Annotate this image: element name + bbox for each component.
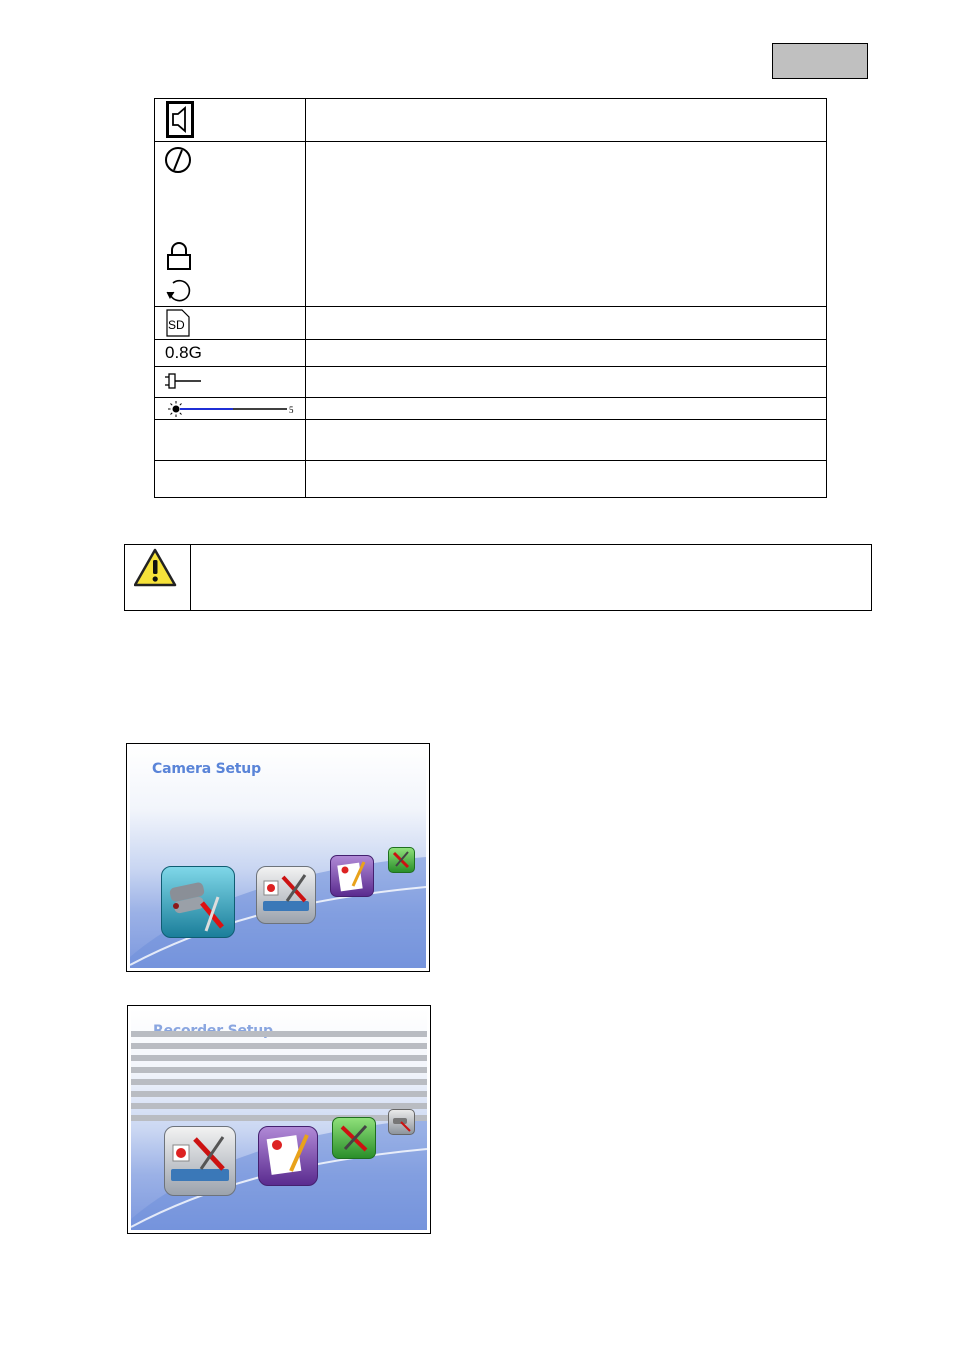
transition-stripe xyxy=(131,1079,427,1085)
camera-setup-screenshot xyxy=(126,743,430,972)
table-cell-icon xyxy=(155,367,306,398)
camera-setup-tile[interactable] xyxy=(388,1109,415,1135)
menu-background xyxy=(130,747,426,968)
table-row xyxy=(155,398,827,420)
menu-background xyxy=(131,1009,427,1230)
table-cell-icon xyxy=(155,99,306,142)
table-cell-description xyxy=(306,420,827,461)
table-row xyxy=(155,307,827,340)
camera-wrench-icon xyxy=(389,1110,414,1134)
transition-stripe xyxy=(131,1055,427,1061)
table-row xyxy=(155,367,827,398)
warning-note-box xyxy=(124,544,872,611)
table-row xyxy=(155,461,827,498)
rec-document-icon xyxy=(259,1127,317,1185)
table-cell-icon xyxy=(155,420,306,461)
recorder-setup-tile[interactable] xyxy=(256,866,316,924)
transition-stripe xyxy=(131,1067,427,1073)
transition-stripe xyxy=(131,1115,427,1121)
warning-divider xyxy=(190,545,191,610)
tools-icon xyxy=(333,1118,375,1158)
loop-record-icon xyxy=(164,276,194,304)
table-cell-description xyxy=(306,398,827,420)
table-cell-icon xyxy=(155,461,306,498)
camera-setup-tile[interactable] xyxy=(161,866,235,938)
recorder-wrench-icon xyxy=(257,867,315,923)
record-tile[interactable] xyxy=(330,855,374,897)
table-row xyxy=(155,420,827,461)
system-setup-tile[interactable] xyxy=(388,847,415,873)
icon-legend-table xyxy=(154,98,827,498)
table-cell-description xyxy=(306,99,827,142)
transition-stripe xyxy=(131,1091,427,1097)
recorder-wrench-icon xyxy=(165,1127,235,1195)
recorder-setup-tile[interactable] xyxy=(164,1126,236,1196)
recorder-setup-screenshot xyxy=(127,1005,431,1234)
transition-stripe xyxy=(131,1043,427,1049)
record-tile[interactable] xyxy=(258,1126,318,1186)
table-row xyxy=(155,142,827,307)
language-header-box xyxy=(772,43,868,79)
table-cell-description xyxy=(306,461,827,498)
no-sign-icon xyxy=(164,146,194,176)
table-cell-description xyxy=(306,307,827,340)
table-cell-icon xyxy=(155,307,306,340)
warning-triangle-icon xyxy=(134,548,178,588)
sd-card-icon xyxy=(165,309,193,339)
table-cell-description xyxy=(306,142,827,307)
camera-wrench-icon xyxy=(162,867,234,937)
storage-capacity-label: 0.8G xyxy=(165,343,202,362)
tools-icon xyxy=(389,848,414,872)
brightness-slider-icon xyxy=(165,399,305,419)
table-cell-icon xyxy=(155,340,306,367)
menu-title: Camera Setup xyxy=(152,761,261,777)
transition-stripe xyxy=(131,1031,427,1037)
rec-document-icon xyxy=(331,856,373,896)
table-cell-icon xyxy=(155,142,306,307)
table-row xyxy=(155,340,827,367)
transition-stripe xyxy=(131,1103,427,1109)
speaker-icon xyxy=(166,101,196,141)
power-plug-icon xyxy=(165,371,205,395)
table-cell-description xyxy=(306,340,827,367)
system-setup-tile[interactable] xyxy=(332,1117,376,1159)
brightness-max-label: 5 xyxy=(289,405,294,415)
table-cell-description xyxy=(306,367,827,398)
lock-icon xyxy=(165,242,195,272)
svg-text:SD: SD xyxy=(168,318,185,332)
table-row xyxy=(155,99,827,142)
table-cell-icon xyxy=(155,398,306,420)
